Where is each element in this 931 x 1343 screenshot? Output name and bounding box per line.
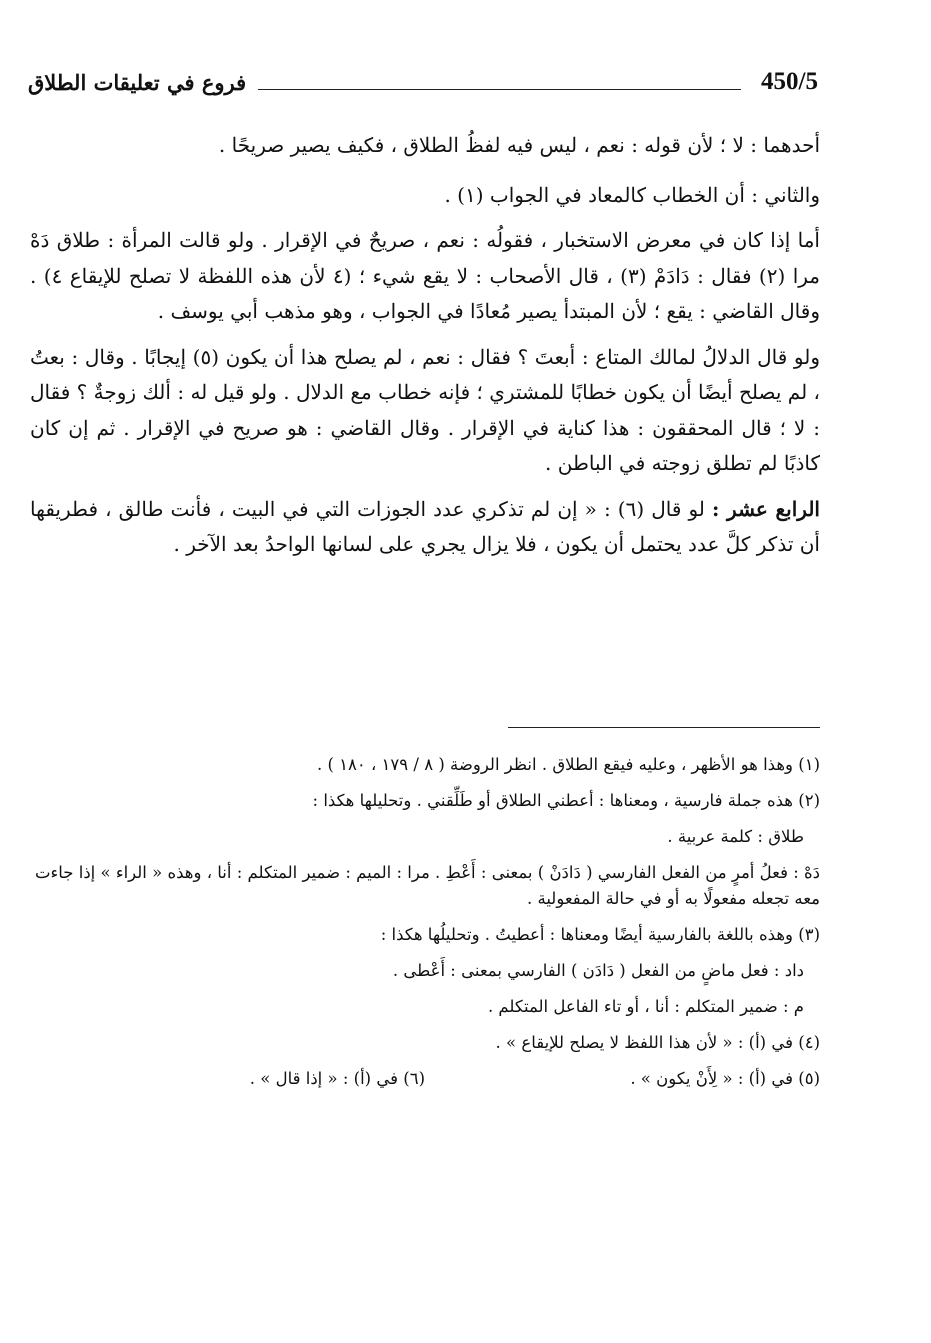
running-title: فروع في تعليقات الطلاق	[28, 69, 247, 95]
footnotes	[30, 752, 820, 1102]
footnote-3: (٣) وهذه باللغة بالفارسية أيضًا ومعناها : أعطيتُ . وتحليلُها هكذا :	[380, 925, 820, 944]
footnote-3-line-b: م : ضمير المتكلم : أنا ، أو تاء الفاعل المتكلم .	[487, 997, 804, 1016]
page-number: 450/5	[761, 68, 818, 95]
footnote-5: (٥) في (أ) : « لِأَنْ يكون » .	[630, 1069, 820, 1088]
main-text	[30, 128, 820, 563]
footnote-1: (١) وهذا هو الأظهر ، وعليه فيقع الطلاق . انظر الروضة ( ٨ / ١٧٩ ، ١٨٠ ) .	[316, 755, 820, 774]
footnote-4: (٤) في (أ) : « لأن هذا اللفظ لا يصلح للإيقاع » .	[495, 1033, 820, 1052]
header-rule	[258, 89, 741, 90]
footnote-6: (٦) في (أ) : « إذا قال » .	[249, 1069, 425, 1088]
footnote-separator	[508, 727, 820, 728]
paragraph-3: أما إذا كان في معرض الاستخبار ، فقولُه : نعم ، صريحٌ في الإقرار . ولو قالت المرأة : طلاق دَهْ مرا (٢) فقال : دَادَمْ (٣) ، قال الأصحاب : لا يقع شيء ؛ (٤ لأن هذه اللفظة لا تصلح للإيقاع ٤) . وقال القاضي : يقع ؛ لأن المبتدأ يصير مُعادًا في الجواب ، وهو مذهب أبي يوسف .	[30, 228, 820, 323]
paragraph-1: أحدهما : لا ؛ لأن قوله : نعم ، ليس فيه لفظُ الطلاق ، فكيف يصير صريحًا .	[218, 133, 820, 157]
footnote-2: (٢) هذه جملة فارسية ، ومعناها : أعطني الطلاق أو طَلِّقني . وتحليلها هكذا :	[312, 791, 820, 810]
section-heading: الرابع عشر :	[711, 496, 820, 521]
footnotes-5-6-row	[30, 1066, 820, 1102]
paragraph-5	[30, 492, 820, 563]
paragraph-5-text: لو قال (٦) : « إن لم تذكري عدد الجوزات التي في البيت ، فأنت طالق ، فطريقها أن تذكر كلَّ عدد يحتمل أن يكون ، فلا يزال يجري على لسانها الواحدُ بعد الآخر .	[30, 496, 820, 556]
footnote-2-line-b: دَهْ : فعلُ أمرٍ من الفعل الفارسي ( دَادَنْ ) بمعنى : أَعْطِ . مرا : الميم : ضمير المتكلم : أنا ، وهذه « الراء » إذا جاءت معه تجعله مفعولًا به أو في حالة المفعولية .	[34, 863, 820, 908]
paragraph-4: ولو قال الدلالُ لمالك المتاع : أبعتَ ؟ فقال : نعم ، لم يصلح هذا أن يكون (٥) إيجابًا . وقال : بعتُ ، لم يصلح أيضًا أن يكون خطابًا للمشتري ؛ فإنه خطاب مع الدلال . ولو قيل له : ألك زوجةٌ ؟ فقال : لا ؛ قال المحققون : هذا كناية في الإقرار . وقال القاضي : هو صريح في الإقرار . ثم إن كان كاذبًا لم تطلق زوجته في الباطن .	[30, 344, 821, 475]
running-header	[28, 62, 818, 102]
paragraph-2: والثاني : أن الخطاب كالمعاد في الجواب (١) .	[444, 182, 820, 207]
footnote-2-line-a: طلاق : كلمة عربية .	[667, 827, 804, 846]
footnote-3-line-a: داد : فعل ماضٍ من الفعل ( دَادَن ) الفارسي بمعنى : أَعْطى .	[392, 961, 804, 980]
